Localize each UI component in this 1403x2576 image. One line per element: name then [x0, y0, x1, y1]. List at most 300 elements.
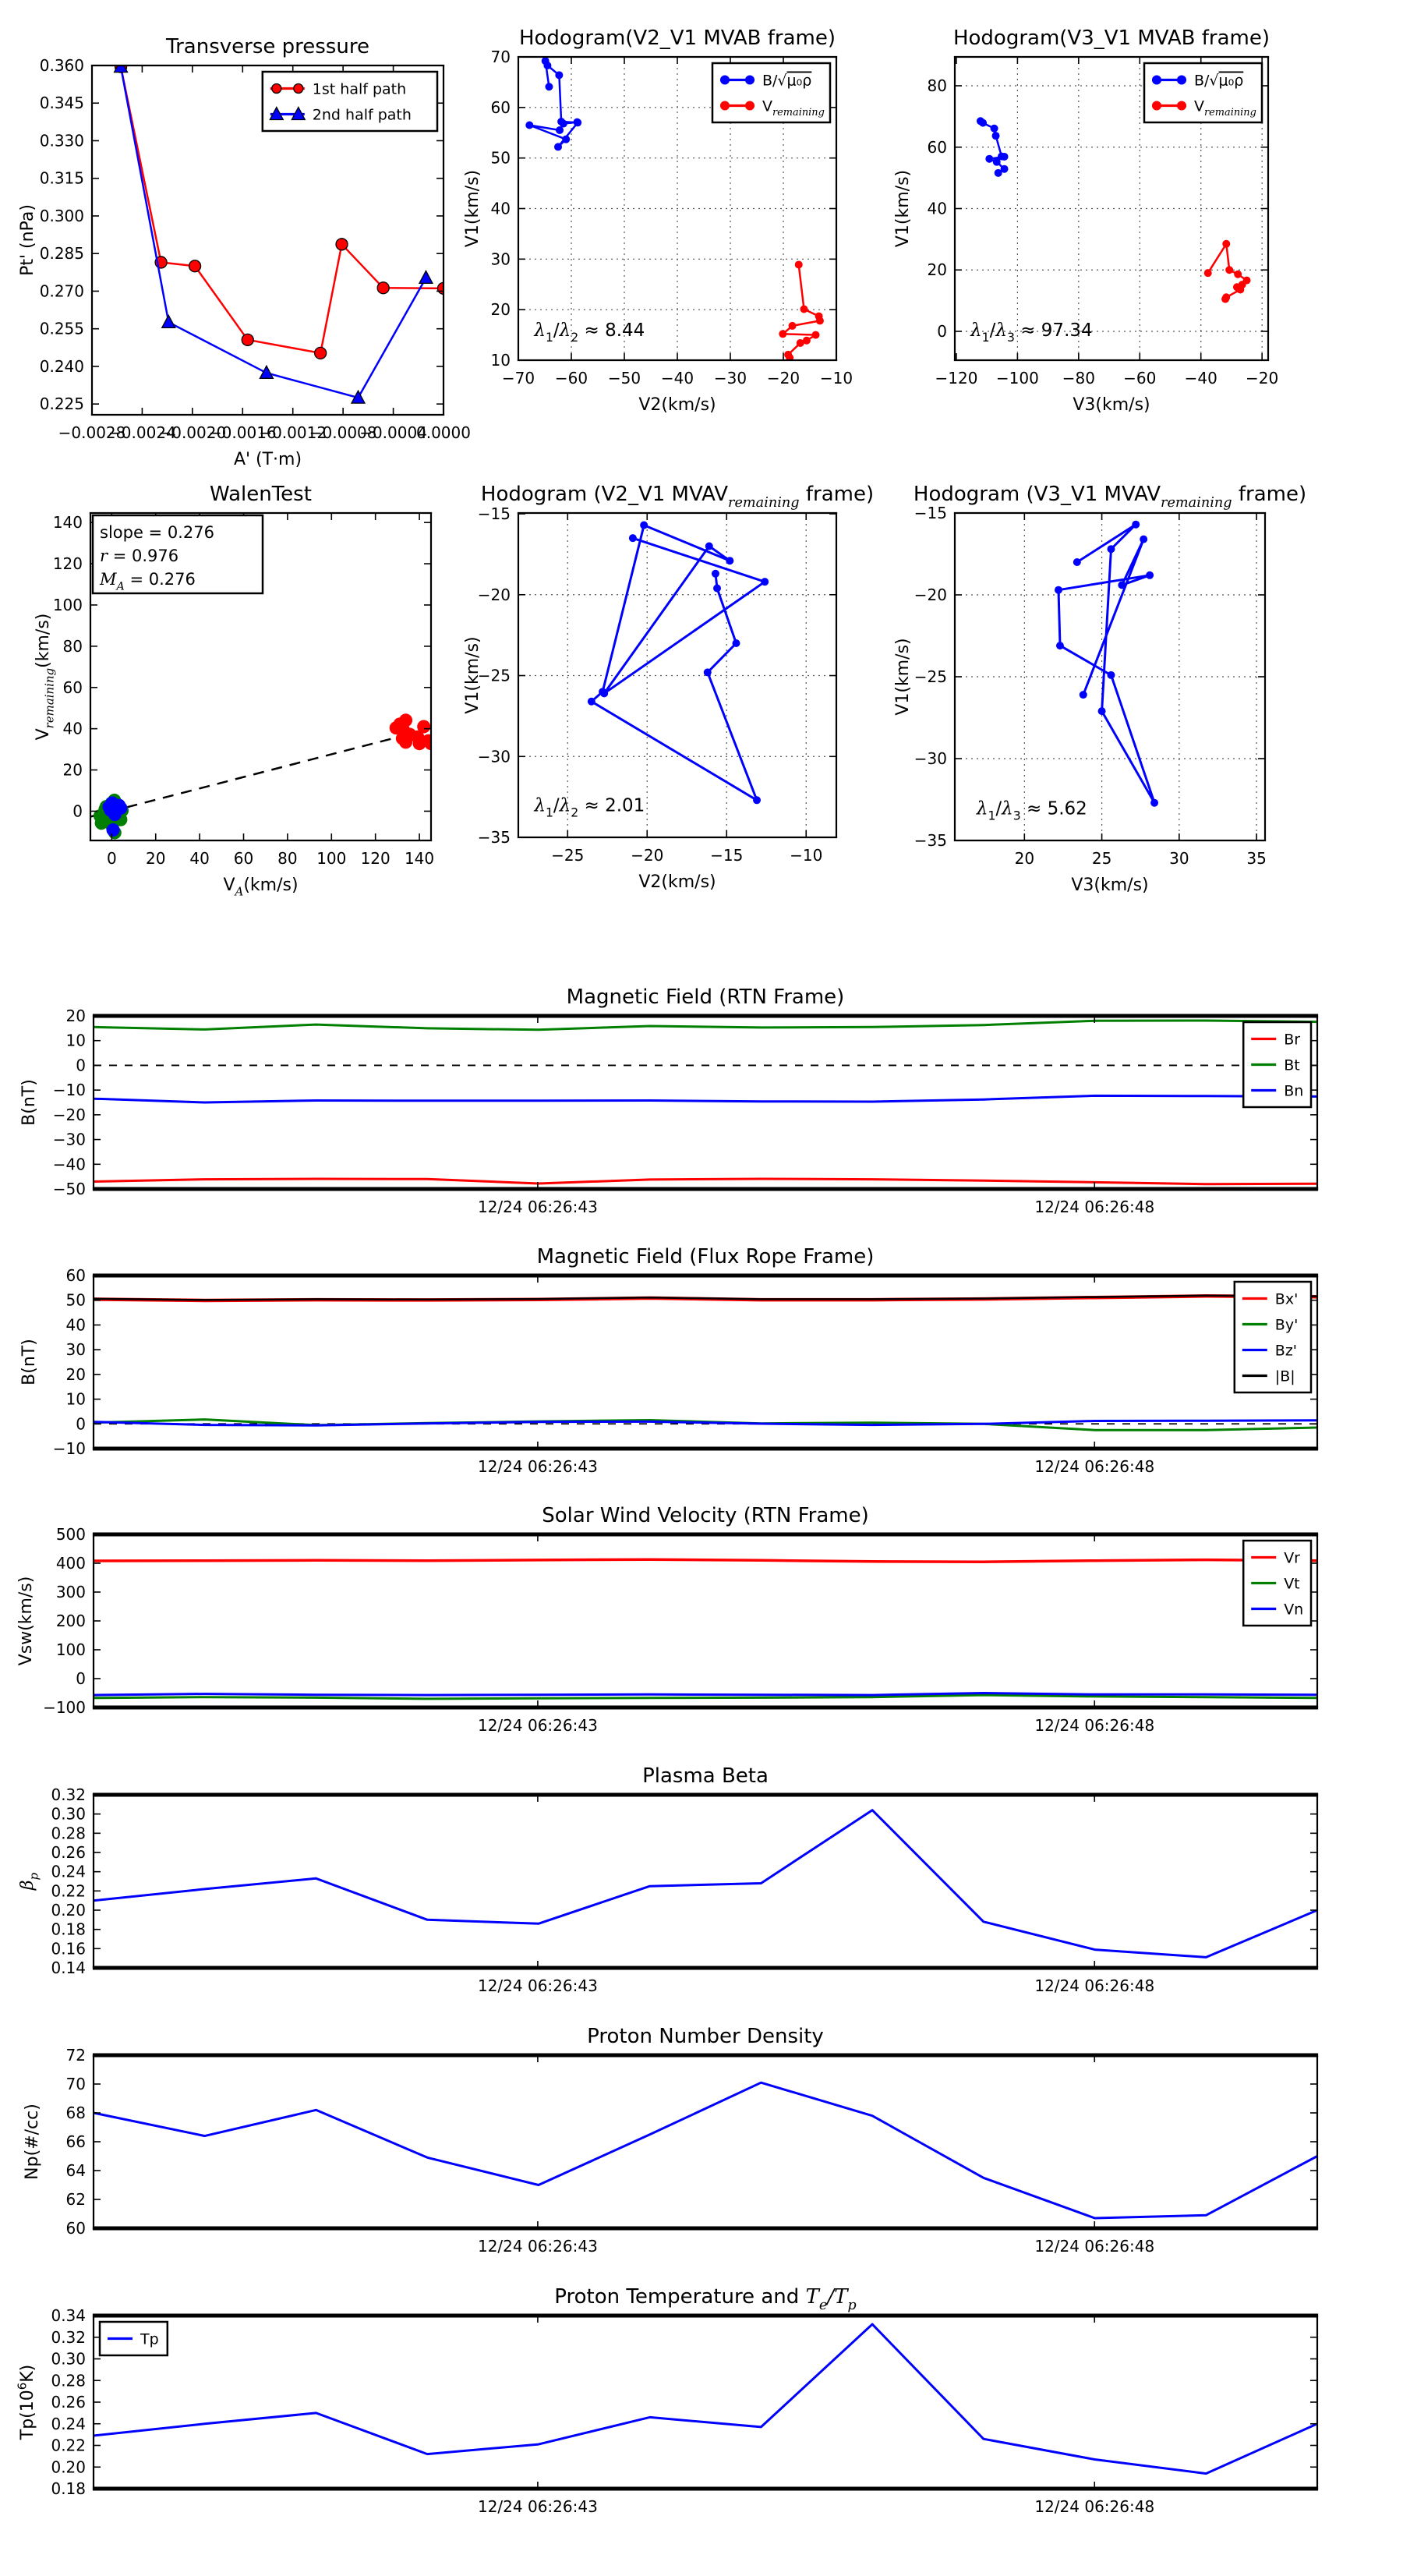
- x-tick-label: 12/24 06:26:48: [1034, 2497, 1155, 2516]
- y-tick-label: 40: [62, 719, 83, 738]
- x-tick-label: 12/24 06:26:43: [477, 1457, 598, 1476]
- marker-triangle: [260, 366, 273, 378]
- series-Np: [94, 2082, 1317, 2218]
- y-tick-label: 0.26: [51, 2393, 86, 2411]
- marker-dot: [745, 76, 755, 85]
- x-tick-label: −0.0024: [108, 423, 176, 442]
- x-tick-label: 12/24 06:26:43: [477, 2237, 598, 2256]
- marker-dot: [600, 689, 608, 697]
- y-tick-label: −35: [914, 831, 947, 850]
- marker-dot: [1080, 691, 1087, 699]
- legend: [1235, 1282, 1311, 1392]
- marker-dot: [811, 331, 819, 339]
- y-tick-label: 64: [65, 2161, 86, 2180]
- y-tick-label: 20: [490, 300, 511, 320]
- chart-c2: [463, 27, 853, 415]
- y-tick-label: 0.315: [39, 168, 84, 188]
- chart-p11: [23, 2025, 1318, 2256]
- y-tick-label: 0: [72, 801, 83, 821]
- legend: [712, 63, 830, 122]
- marker-dot: [1132, 521, 1140, 529]
- y-tick-label: 140: [52, 513, 83, 533]
- plot-area: [94, 1810, 1317, 1958]
- marker-dot: [704, 668, 712, 676]
- chart-c4: [34, 483, 438, 899]
- y-tick-label: −10: [52, 1439, 86, 1458]
- x-tick-label: 35: [1246, 849, 1267, 868]
- marker-dot: [753, 796, 761, 804]
- series-Vn: [94, 1693, 1317, 1696]
- info-line: $M_A = 0.276$: [100, 570, 196, 593]
- y-tick-label: 0.28: [51, 1824, 86, 1843]
- x-tick-label: −10: [790, 846, 823, 865]
- y-tick-label: 60: [65, 1266, 86, 1285]
- y-tick-label: 20: [927, 260, 947, 280]
- y-axis-label: $Tp(10^6K)$: [15, 2364, 37, 2440]
- marker-dot: [525, 122, 533, 129]
- scatter-point: [95, 816, 108, 830]
- marker-dot: [545, 83, 553, 90]
- marker-dot: [588, 698, 595, 706]
- marker-dot: [712, 570, 719, 578]
- y-tick-label: 0.20: [51, 1901, 86, 1920]
- chart-c5: [463, 483, 874, 892]
- y-tick-label: −30: [914, 749, 947, 768]
- marker-dot: [995, 169, 1002, 177]
- y-tick-label: 0.14: [51, 1959, 86, 1977]
- y-tick-label: 60: [62, 678, 83, 697]
- marker-dot: [1152, 101, 1161, 111]
- marker-dot: [705, 543, 713, 550]
- axis-ticks: [478, 504, 836, 865]
- legend-label: 1st half path: [312, 80, 407, 98]
- y-tick-label: 0.16: [51, 1939, 86, 1959]
- x-tick-label: 0: [106, 849, 117, 868]
- chart-p12: [16, 2285, 1318, 2516]
- y-tick-label: 0.22: [51, 1881, 86, 1901]
- marker-dot: [985, 155, 993, 163]
- x-axis-label: V3(km/s): [1071, 876, 1149, 895]
- x-axis-label: A' (T·m): [233, 450, 302, 469]
- y-tick-label: −15: [914, 504, 947, 522]
- x-tick-label: 12/24 06:26:43: [477, 1976, 598, 1995]
- marker-dot: [1098, 707, 1106, 715]
- x-tick-label: −10: [819, 369, 853, 387]
- marker-dot: [1225, 266, 1233, 274]
- x-tick-label: 30: [1169, 849, 1189, 868]
- x-tick-label: −60: [1123, 369, 1157, 387]
- axis-ticks: [43, 1525, 1317, 1735]
- y-tick-label: 0.285: [39, 244, 84, 264]
- plot-area: [588, 522, 769, 805]
- plot-area: [94, 1296, 1317, 1431]
- marker-circle: [294, 84, 303, 94]
- marker-dot: [1222, 240, 1230, 248]
- series-Tp: [94, 2324, 1317, 2474]
- y-tick-label: 0.270: [39, 281, 84, 301]
- y-tick-label: 500: [55, 1525, 86, 1544]
- marker-dot: [795, 260, 803, 268]
- x-tick-label: −0.0012: [259, 423, 327, 442]
- x-axis-label: V2(km/s): [638, 395, 716, 415]
- axes-spines: [93, 2315, 1318, 2489]
- marker-dot: [800, 306, 808, 313]
- x-tick-label: −0.0004: [359, 423, 427, 442]
- y-axis-label: V1(km/s): [893, 638, 913, 716]
- legend-label: B/√μ₀ρ: [762, 72, 812, 90]
- marker-dot: [555, 71, 563, 79]
- y-tick-label: 10: [65, 1389, 86, 1409]
- x-tick-label: −20: [631, 846, 664, 865]
- y-tick-label: 10: [490, 351, 511, 370]
- series-B_over_sqrt_mu0rho: [529, 61, 578, 147]
- chart-title: Hodogram(V2_V1 MVAB frame): [518, 27, 836, 50]
- y-tick-label: 70: [65, 2075, 86, 2093]
- marker-dot: [1204, 269, 1212, 277]
- y-tick-label: 20: [62, 760, 83, 780]
- chart-title: Plasma Beta: [642, 1764, 769, 1788]
- x-tick-label: −25: [551, 846, 585, 865]
- y-tick-label: 66: [65, 2132, 86, 2151]
- x-tick-label: −40: [1184, 369, 1217, 387]
- series-walen-fit-line: [90, 728, 431, 816]
- plot-area: [94, 2082, 1317, 2218]
- marker-dot: [720, 76, 730, 85]
- x-tick-label: 20: [1014, 849, 1035, 868]
- y-tick-label: 0.26: [51, 1843, 86, 1862]
- marker-dot: [1107, 671, 1115, 679]
- legend-label: Bz': [1274, 1342, 1298, 1360]
- lambda-annotation: $\lambda_1/\lambda_2 \approx 8.44$: [534, 320, 645, 345]
- series-V-remaining-path: [592, 525, 765, 801]
- marker-circle: [272, 84, 281, 94]
- y-tick-label: 30: [65, 1340, 86, 1360]
- legend-label: |B|: [1274, 1368, 1295, 1385]
- y-tick-label: 50: [65, 1290, 86, 1310]
- chart-p9: [16, 1504, 1318, 1735]
- marker-dot: [1177, 101, 1186, 111]
- y-tick-label: 0.22: [51, 2436, 86, 2455]
- x-tick-label: −40: [660, 369, 694, 387]
- y-tick-label: −30: [52, 1130, 86, 1149]
- marker-dot: [789, 322, 797, 330]
- chart-title: Magnetic Field (Flux Rope Frame): [536, 1245, 875, 1269]
- y-tick-label: 100: [55, 1640, 86, 1659]
- series-V-remaining-path: [1058, 525, 1154, 803]
- legend-label: $V_{remaining}$: [1193, 97, 1256, 119]
- chart-c6: [893, 483, 1306, 895]
- lambda-annotation: $\lambda_1/\lambda_3 \approx 97.34$: [970, 320, 1093, 345]
- chart-title: Proton Number Density: [587, 2025, 824, 2048]
- series-markers-V-remaining-path: [1055, 521, 1158, 807]
- y-tick-label: 300: [55, 1583, 86, 1601]
- series-Bt: [94, 1021, 1317, 1030]
- y-tick-label: 10: [65, 1031, 86, 1050]
- y-tick-label: 70: [490, 48, 511, 66]
- legend-label: By': [1274, 1316, 1299, 1334]
- x-tick-label: 80: [277, 849, 298, 868]
- legend-label: Vt: [1284, 1575, 1300, 1593]
- y-tick-label: 0.255: [39, 319, 84, 338]
- legend-label: B/√μ₀ρ: [1193, 72, 1244, 90]
- y-tick-label: 0: [937, 321, 947, 341]
- y-tick-label: 0.18: [51, 1920, 86, 1939]
- marker-dot: [713, 584, 721, 592]
- y-tick-label: 200: [55, 1612, 86, 1630]
- x-tick-label: 140: [404, 849, 435, 868]
- plot-area: [1055, 521, 1158, 807]
- chart-title: Magnetic Field (RTN Frame): [566, 985, 845, 1009]
- y-tick-label: −20: [477, 585, 511, 604]
- lambda-annotation: $\lambda_1/\lambda_2 \approx 2.01$: [534, 795, 645, 820]
- y-tick-label: 0.20: [51, 2457, 86, 2477]
- marker-dot: [640, 522, 648, 529]
- marker-dot: [1177, 76, 1186, 85]
- x-tick-label: 12/24 06:26:43: [477, 1198, 598, 1216]
- legend-label: Vr: [1284, 1549, 1301, 1567]
- chart-title: Hodogram (V2_V1 $MVAV_{remaining}$ frame): [480, 483, 875, 511]
- marker-dot: [1001, 153, 1009, 161]
- marker-dot: [562, 136, 570, 143]
- y-tick-label: 72: [65, 2046, 86, 2065]
- series-Bn: [94, 1095, 1317, 1102]
- y-tick-label: 0.330: [39, 131, 84, 150]
- axis-ticks: [51, 1785, 1317, 1995]
- x-tick-label: −100: [995, 369, 1039, 387]
- y-tick-label: 0.24: [51, 1862, 86, 1881]
- y-tick-label: 0.30: [51, 2349, 86, 2369]
- chart-title: WalenTest: [210, 483, 312, 506]
- x-tick-label: 12/24 06:26:43: [477, 2497, 598, 2516]
- y-tick-label: 0.32: [51, 1785, 86, 1804]
- plot-area: [94, 2324, 1317, 2474]
- marker-dot: [816, 317, 824, 324]
- marker-dot: [1118, 581, 1126, 589]
- chart-title: Transverse pressure: [166, 35, 369, 58]
- y-tick-label: 60: [927, 137, 947, 157]
- marker-dot: [761, 578, 769, 586]
- x-tick-label: −20: [1246, 369, 1279, 387]
- x-tick-label: 12/24 06:26:48: [1034, 1716, 1155, 1735]
- y-axis-label: B(nT): [19, 1339, 39, 1385]
- y-tick-label: 0.30: [51, 1804, 86, 1824]
- x-tick-label: −0.0020: [158, 423, 227, 442]
- y-tick-label: −10: [52, 1081, 86, 1100]
- axes-spines: [93, 2054, 1318, 2229]
- y-tick-label: 0.34: [51, 2306, 86, 2325]
- marker-dot: [1107, 545, 1115, 553]
- marker-dot: [745, 101, 755, 111]
- x-tick-label: −20: [766, 369, 800, 387]
- y-tick-label: 0: [76, 1669, 86, 1688]
- legend-label: Bn: [1284, 1082, 1304, 1100]
- chart-p10: [18, 1764, 1318, 1995]
- series-beta_p: [94, 1810, 1317, 1958]
- marker-dot: [1140, 536, 1147, 543]
- info-box: [93, 515, 263, 593]
- x-axis-label: $V_A(km/s)$: [223, 876, 299, 899]
- marker-circle: [315, 347, 327, 359]
- chart-p7: [19, 985, 1318, 1216]
- legend: [1243, 1022, 1311, 1107]
- legend-label: Tp: [140, 2330, 159, 2348]
- marker-dot: [556, 126, 564, 134]
- grid: [518, 513, 836, 837]
- x-tick-label: 12/24 06:26:48: [1034, 1457, 1155, 1476]
- x-tick-label: −50: [607, 369, 641, 387]
- chart-title: Proton Temperature and $T_e/T_p$: [554, 2285, 857, 2313]
- y-tick-label: −25: [477, 666, 511, 685]
- y-tick-label: 120: [52, 554, 83, 574]
- y-axis-label: B(nT): [19, 1079, 39, 1126]
- marker-dot: [1056, 642, 1064, 649]
- y-axis-label: V1(km/s): [463, 636, 482, 714]
- y-axis-label: Pt' (nPa): [18, 204, 37, 276]
- marker-dot: [1055, 586, 1062, 594]
- x-tick-label: −70: [501, 369, 535, 387]
- x-tick-label: 12/24 06:26:48: [1034, 1976, 1155, 1995]
- marker-dot: [1073, 558, 1081, 566]
- y-tick-label: 0.24: [51, 2414, 86, 2433]
- chart-p8: [19, 1245, 1318, 1476]
- y-axis-label: $\beta_p$: [18, 1872, 41, 1891]
- x-tick-label: 40: [189, 849, 210, 868]
- y-tick-label: 68: [65, 2104, 86, 2122]
- x-tick-label: 20: [146, 849, 166, 868]
- marker-dot: [1234, 271, 1242, 278]
- axis-ticks: [66, 2046, 1317, 2256]
- marker-dot: [993, 158, 1001, 166]
- y-tick-label: 50: [490, 148, 511, 168]
- plot-area: [94, 1021, 1317, 1184]
- y-tick-label: −100: [43, 1698, 86, 1717]
- y-tick-label: 0: [76, 1056, 86, 1075]
- y-tick-label: 0.345: [39, 94, 84, 113]
- lambda-annotation: $\lambda_1/\lambda_3 \approx 5.62$: [976, 798, 1087, 823]
- y-tick-label: 80: [927, 76, 947, 96]
- x-tick-label: 60: [233, 849, 254, 868]
- legend: [100, 2322, 168, 2355]
- marker-triangle: [162, 315, 175, 327]
- series-markers-V_remaining: [779, 260, 824, 361]
- x-tick-label: −0.0008: [309, 423, 377, 442]
- chart-c3: [893, 27, 1278, 415]
- y-tick-label: 60: [490, 97, 511, 117]
- y-tick-label: 0.28: [51, 2371, 86, 2390]
- series-markers-B_over_sqrt_mu0rho: [977, 117, 1009, 177]
- marker-dot: [992, 132, 1000, 140]
- y-axis-label: Vsw(km/s): [16, 1576, 36, 1666]
- y-tick-label: −35: [477, 828, 511, 847]
- y-tick-label: 0.300: [39, 206, 84, 225]
- marker-dot: [1221, 295, 1229, 303]
- marker-dot: [797, 339, 804, 347]
- legend: [1144, 63, 1262, 122]
- y-tick-label: 20: [65, 1007, 86, 1025]
- info-line: slope = 0.276: [100, 523, 214, 542]
- series-Br: [94, 1179, 1317, 1184]
- marker-circle: [242, 334, 253, 345]
- x-tick-label: 120: [360, 849, 391, 868]
- chart-c1: [18, 35, 471, 469]
- x-tick-label: −0.0016: [208, 423, 277, 442]
- x-tick-label: −15: [710, 846, 744, 865]
- marker-dot: [1152, 76, 1161, 85]
- x-tick-label: 100: [316, 849, 347, 868]
- plot-area: [94, 1559, 1317, 1699]
- y-axis-label: V1(km/s): [893, 169, 913, 248]
- x-tick-label: 12/24 06:26:43: [477, 1716, 598, 1735]
- y-tick-label: 0.18: [51, 2479, 86, 2498]
- x-tick-label: −0.0028: [58, 423, 126, 442]
- marker-dot: [720, 101, 730, 111]
- marker-dot: [629, 534, 637, 542]
- y-axis-label: Np(#/cc): [23, 2104, 42, 2180]
- y-tick-label: 40: [65, 1315, 86, 1335]
- marker-circle: [189, 260, 201, 272]
- marker-dot: [543, 62, 551, 69]
- marker-dot: [726, 557, 733, 564]
- legend-label: Bt: [1284, 1056, 1300, 1074]
- marker-triangle: [419, 271, 433, 283]
- y-tick-label: 62: [65, 2190, 86, 2209]
- chart-title: Solar Wind Velocity (RTN Frame): [542, 1504, 869, 1527]
- x-axis-label: V2(km/s): [638, 872, 716, 892]
- info-line: r = 0.976: [100, 547, 179, 565]
- y-tick-label: 0.32: [51, 2327, 86, 2347]
- legend-label: Vn: [1284, 1601, 1304, 1619]
- x-tick-label: 12/24 06:26:48: [1034, 2237, 1155, 2256]
- y-tick-label: 80: [62, 636, 83, 656]
- axis-ticks: [51, 2306, 1317, 2516]
- x-tick-label: −60: [554, 369, 588, 387]
- marker-circle: [336, 239, 348, 250]
- chart-title: Hodogram(V3_V1 MVAB frame): [952, 27, 1270, 50]
- legend: [1243, 1541, 1311, 1626]
- y-tick-label: −50: [52, 1180, 86, 1198]
- y-tick-label: 40: [490, 199, 511, 218]
- legend-label: 2nd half path: [312, 106, 412, 124]
- x-axis-label: V3(km/s): [1073, 395, 1150, 415]
- y-tick-label: −20: [52, 1105, 86, 1124]
- y-tick-label: −20: [914, 586, 947, 604]
- y-tick-label: 0.225: [39, 395, 84, 414]
- y-tick-label: 400: [55, 1554, 86, 1573]
- marker-dot: [560, 120, 567, 128]
- y-axis-label: $V_{remaining}(km/s)$: [34, 613, 57, 741]
- y-tick-label: −30: [477, 747, 511, 766]
- y-tick-label: 30: [490, 249, 511, 269]
- chart-title: Hodogram (V3_V1 $MVAV_{remaining}$ frame): [913, 483, 1307, 511]
- series-Vr: [94, 1559, 1317, 1562]
- legend: [263, 72, 437, 131]
- y-tick-label: −15: [477, 504, 511, 524]
- y-tick-label: 40: [927, 199, 947, 218]
- axis-ticks: [53, 1007, 1317, 1216]
- y-tick-label: 0.360: [39, 56, 84, 75]
- marker-dot: [1236, 285, 1244, 293]
- legend-label: $V_{remaining}$: [762, 97, 825, 119]
- x-tick-label: −80: [1062, 369, 1095, 387]
- y-tick-label: 20: [65, 1364, 86, 1384]
- x-tick-label: −120: [935, 369, 978, 387]
- plot-area: [90, 713, 438, 839]
- marker-dot: [979, 119, 987, 127]
- y-tick-label: 60: [65, 2219, 86, 2238]
- y-axis-label: V1(km/s): [463, 169, 482, 248]
- scatter-point: [417, 720, 430, 734]
- x-tick-label: 12/24 06:26:48: [1034, 1198, 1155, 1216]
